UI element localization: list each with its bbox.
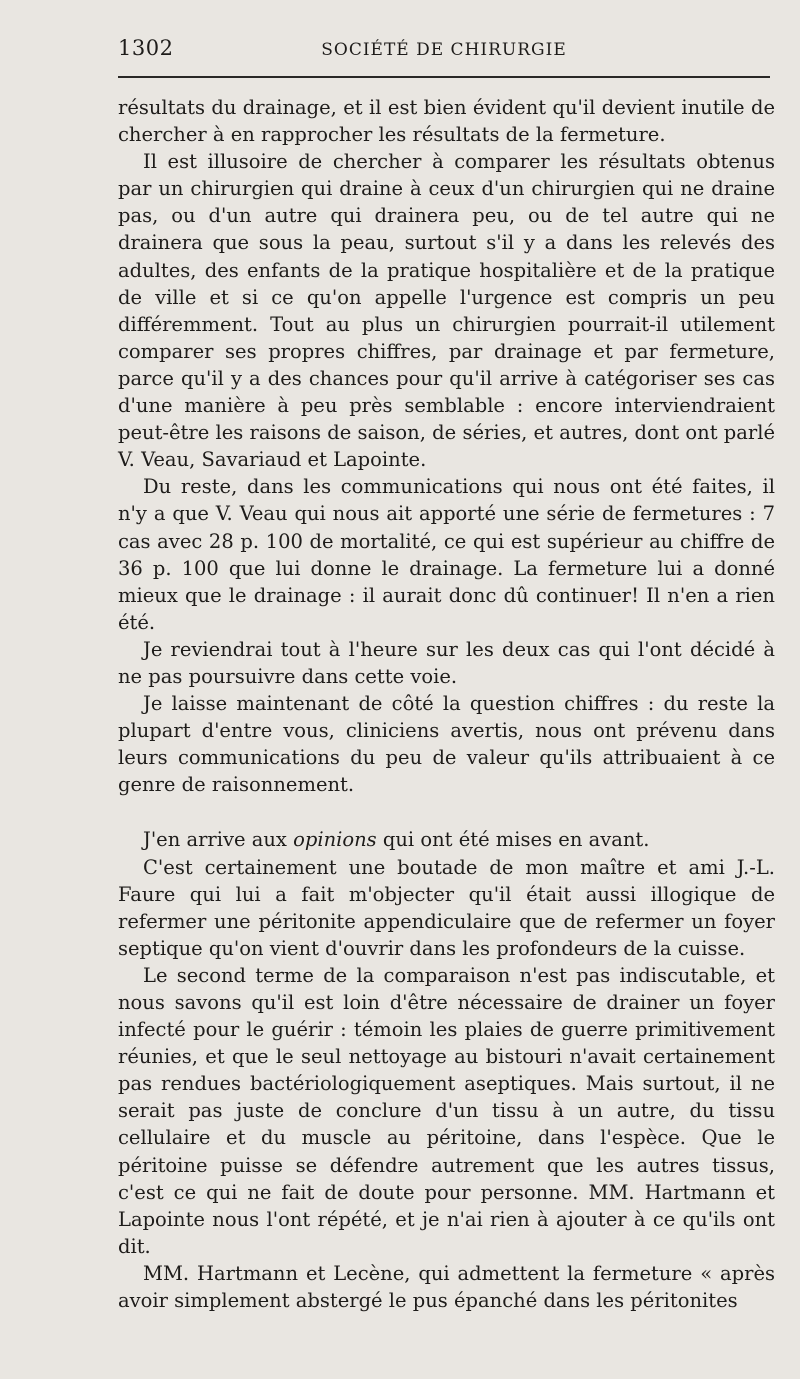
running-title: SOCIÉTÉ DE CHIRURGIE bbox=[321, 40, 567, 60]
paragraph: MM. Hartmann et Lecène, qui admettent la fermeture « après avoir simplement abstergé le pus épanché dans les péritonites bbox=[118, 1261, 775, 1313]
page-number: 1302 bbox=[118, 36, 174, 60]
paragraph: Du reste, dans les communications qui nous ont été faites, il n'y a que V. Veau qui nous ait apporté une série de fermetures : 7 cas avec 28 p. 100 de mortalité, ce qui est supérieur au chiffre de 36 p. 100 que lui donne le drainage. La fermeture lui a donné mieux que le drainage : il aurait donc dû continuer! Il n'en a rien été. bbox=[118, 475, 775, 634]
paragraph: Le second terme de la comparaison n'est pas indiscutable, et nous savons qu'il est loin d'être nécessaire de drainer un foyer infecté pour le guérir : témoin les plaies de guerre primitivement réunies, et que le seul nettoyage au bistouri n'avait certainement pas rendues bactériologiquement aseptiques. Mais surtout, il ne serait pas juste de conclure d'un tissu à un autre, du tissu cellulaire et du muscle au péritoine, dans l'espèce. Que le péritoine puisse se défendre autrement que les autres tissus, c'est ce qui ne fait de doute pour personne. MM. Hartmann et Lapointe nous l'ont répété, et je n'ai rien à ajouter à ce qu'ils ont dit. bbox=[118, 963, 775, 1258]
paragraph: C'est certainement une boutade de mon maître et ami J.-L. Faure qui lui a fait m'objecter qu'il était aussi illogique de refermer une péritonite appendiculaire que de refermer un foyer septique qu'on vient d'ouvrir dans les profondeurs de la cuisse. bbox=[118, 855, 775, 960]
paragraph bbox=[118, 826, 775, 853]
paragraph: Je laisse maintenant de côté la question chiffres : du reste la plupart d'entre vous, cliniciens avertis, nous ont prévenu dans leurs communications du peu de valeur qu'ils attribuaient à ce genre de raisonnement. bbox=[118, 692, 775, 797]
paragraph: résultats du drainage, et il est bien évident qu'il devient inutile de chercher à en rapprocher les résultats de la fermeture. bbox=[118, 96, 775, 147]
paragraph: Je reviendrai tout à l'heure sur les deux cas qui l'ont décidé à ne pas poursuivre dans cette voie. bbox=[118, 637, 775, 688]
paragraph-text: J'en arrive aux bbox=[143, 828, 294, 852]
paragraph-text: qui ont été mises en avant. bbox=[376, 828, 650, 852]
paragraph: Il est illusoire de chercher à comparer les résultats obtenus par un chirurgien qui draine à ceux d'un chirurgien qui ne draine pas, ou d'un autre qui drainera peu, ou de tel autre qui ne drainera que sous la peau, surtout s'il y a dans les relevés des adultes, des enfants de la pratique hospitalière et de la pratique de ville et si ce qu'on appelle l'urgence est compris un peu différemment. Tout au plus un chirurgien pourrait-il utilement comparer ses propres chiffres, par drainage et par fermeture, parce qu'il y a des chances pour qu'il arrive à catégoriser ses cas d'une manière à peu près semblable : encore interviendraient peut-être les raisons de saison, de séries, et autres, dont ont parlé V. Veau, Savariaud et Lapointe. bbox=[118, 150, 775, 472]
section-break bbox=[118, 798, 775, 826]
emphasis-text: opinions bbox=[293, 828, 377, 852]
running-head bbox=[118, 36, 770, 66]
header-rule bbox=[118, 76, 770, 78]
body-text bbox=[118, 94, 775, 1314]
